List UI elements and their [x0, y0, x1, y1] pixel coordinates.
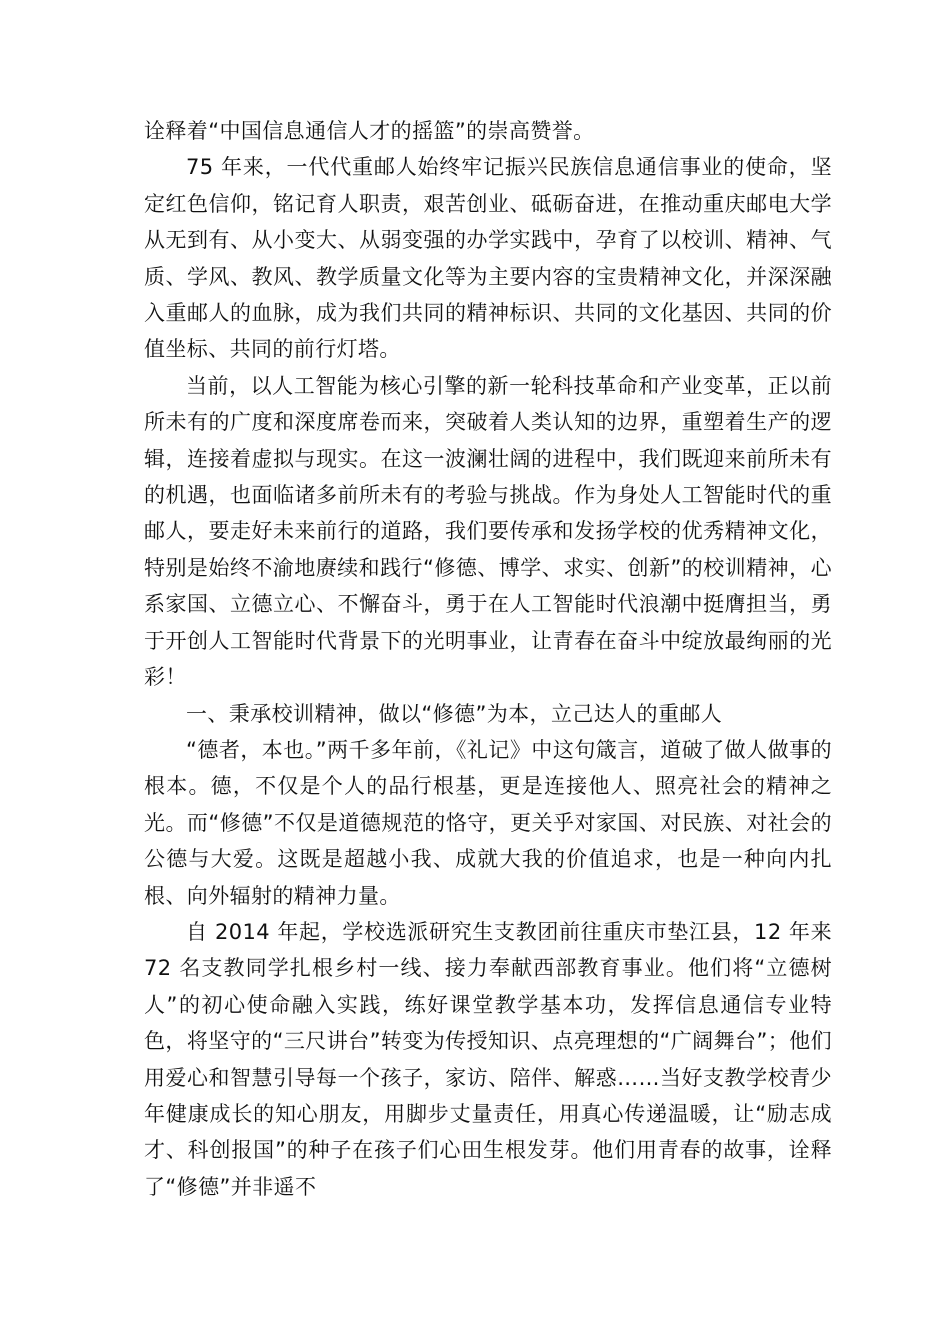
document-body — [144, 113, 832, 1205]
section-heading: 一、秉承校训精神，做以“修德”为本，立己达人的重邮人 — [186, 701, 723, 726]
paragraph-75-years: 75 年来，一代代重邮人始终牢记振兴民族信息通信事业的使命，坚定红色信仰，铭记育人职责，艰苦创业、砥砺奋进，在推动重庆邮电大学从无到有、从小变大、从弱变强的办学实践中，孕育了以校训、精神、气质、学风、教风、教学质量文化等为主要内容的宝贵精神文化，并深深融入重邮人的血脉，成为我们共同的精神标识、共同的文化基因、共同的价值坐标、共同的前行灯塔。 — [144, 155, 832, 362]
paragraph-continuation: 诠释着“中国信息通信人才的摇篮”的崇高赞誉。 — [144, 119, 595, 143]
paragraph-teaching-group: 自 2014 年起，学校选派研究生支教团前往重庆市垫江县，12 年来 72 名支教同学扎根乡村一线、接力奉献西部教育事业。他们将“立德树人”的初心使命融入实践，练好课堂教学基本功，发挥信息通信专业特色，将坚守的“三尺讲台”转变为传授知识、点亮理想的“广阔舞台”；他们用爱心和智慧引导每一个孩子，家访、陪伴、解惑……当好支教学校青少年健康成长的知心朋友，用脚步丈量责任，用真心传递温暖，让“励志成才、科创报国”的种子在孩子们心田生根发芽。他们用青春的故事，诠释了“修德”并非遥不 — [144, 919, 832, 1199]
paragraph-ai-era: 当前，以人工智能为核心引擎的新一轮科技革命和产业变革，正以前所未有的广度和深度席卷而来，突破着人类认知的边界，重塑着生产的逻辑，连接着虚拟与现实。在这一波澜壮阔的进程中，我们既迎来前所未有的机遇，也面临诸多前所未有的考验与挑战。作为身处人工智能时代的重邮人，要走好未来前行的道路，我们要传承和发扬学校的优秀精神文化，特别是始终不渝地赓续和践行“修德、博学、求实、创新”的校训精神，心系家国、立德立心、不懈奋斗，勇于在人工智能时代浪潮中挺膺担当，勇于开创人工智能时代背景下的光明事业，让青春在奋斗中绽放最绚丽的光彩！ — [144, 373, 832, 690]
paragraph-virtue: “德者，本也。”两千多年前，《礼记》中这句箴言，道破了做人做事的根本。德，不仅是个人的品行根基，更是连接他人、照亮社会的精神之光。而“修德”不仅是道德规范的恪守，更关乎对家国、对民族、对社会的公德与大爱。这既是超越小我、成就大我的价值追求，也是一种向内扎根、向外辐射的精神力量。 — [144, 737, 832, 908]
